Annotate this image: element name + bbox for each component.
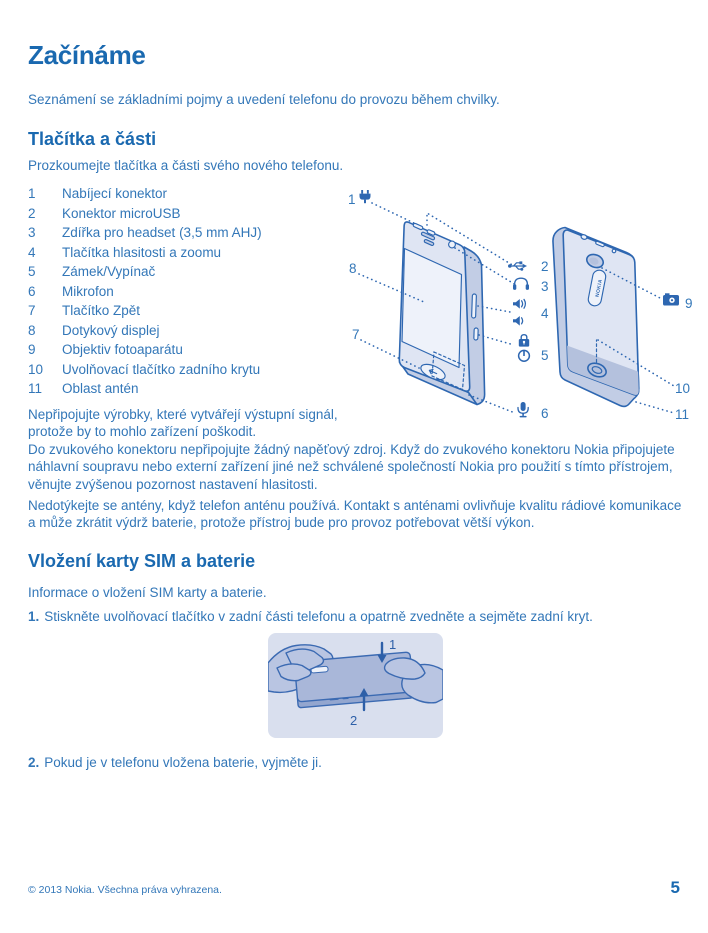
headset-jack	[449, 241, 456, 248]
part-number: 9	[28, 342, 36, 357]
lock-power-button	[474, 328, 478, 340]
part-row	[28, 340, 338, 360]
section-heading-sim: Vložení karty SIM a baterie	[28, 551, 256, 571]
part-number: 7	[28, 303, 36, 318]
volume-up-icon	[513, 299, 525, 309]
part-number: 6	[28, 283, 36, 299]
callout-9: 9	[685, 296, 693, 311]
part-row	[28, 223, 338, 243]
part-number: 8	[28, 322, 36, 338]
part-label: Konektor microUSB	[62, 205, 181, 221]
step-2-text: Pokud je v telefonu vložena baterie, vyjměte ji.	[44, 755, 322, 770]
callout-1: 1	[348, 192, 356, 207]
lock-icon	[519, 335, 529, 347]
warning-audio-body: Do zvukového konektoru nepřipojujte žádný napěťový zdroj. Když do zvukového konektoru Nokia připojujete náhlavní soupravu nebo externí zařízení jiné než schválené společností Nokia pro použití s tímto přístrojem, věnujte zvýšenou pozornost nastavení hlasitosti.	[28, 442, 675, 492]
step-2-number: 2.	[28, 755, 40, 770]
part-number: 4	[28, 244, 36, 260]
callout-11: 11	[675, 407, 690, 422]
part-row	[28, 243, 338, 263]
volume-zoom-button	[472, 294, 477, 318]
part-label: Nabíjecí konektor	[62, 186, 168, 201]
part-row	[28, 321, 338, 341]
part-row	[28, 184, 338, 204]
part-row	[28, 282, 338, 302]
footer-copyright: © 2013 Nokia. Všechna práva vyhrazena.	[28, 884, 222, 896]
power-icon	[519, 350, 530, 361]
sim-lead: Informace o vložení SIM karty a baterie.	[28, 585, 267, 600]
part-row	[28, 360, 338, 380]
step-2	[28, 754, 693, 771]
volume-down-icon	[513, 316, 523, 326]
page-title: Začínáme	[28, 40, 146, 70]
part-number: 2	[28, 205, 36, 221]
part-number: 3	[28, 225, 36, 240]
callout-10: 10	[675, 381, 691, 396]
callout-2: 2	[541, 259, 549, 274]
part-label: Dotykový displej	[62, 322, 160, 338]
part-row	[28, 262, 338, 282]
intro-text: Seznámení se základními pojmy a uvedení telefonu do provozu během chvilky.	[28, 92, 500, 107]
part-row	[28, 301, 338, 321]
step-1-number: 1.	[28, 609, 40, 624]
part-row	[28, 204, 338, 224]
part-label: Oblast antén	[62, 381, 139, 396]
part-label: Objektiv fotoaparátu	[62, 342, 183, 357]
part-label: Zámek/Vypínač	[62, 264, 156, 279]
callout-8: 8	[349, 261, 357, 276]
phone-back-view	[553, 228, 642, 407]
illustration-label-2: 2	[350, 713, 358, 728]
usb-icon	[508, 261, 527, 270]
callout-4: 4	[541, 306, 549, 321]
warning-audio-intro: Nepřipojujte výrobky, které vytvářejí výstupní signál, protože by to mohlo zařízení poškodit.	[28, 407, 338, 440]
warning-antenna: Nedotýkejte se antény, když telefon anténu používá. Kontakt s anténami ovlivňuje kvalitu rádiové komunikace a může zkrátit výdrž baterie, protože přístroj bude pro provoz potřebovat větší výkon.	[28, 498, 682, 531]
parts-list	[28, 184, 338, 399]
callout-5: 5	[541, 348, 549, 363]
part-number: 11	[28, 381, 43, 396]
part-number: 5	[28, 264, 36, 279]
callout-3: 3	[541, 279, 549, 294]
section-heading-parts: Tlačítka a části	[28, 129, 157, 149]
page-number: 5	[670, 878, 680, 897]
part-number: 10	[28, 361, 44, 377]
part-label: Uvolňovací tlačítko zadního krytu	[62, 361, 261, 377]
step-1	[28, 608, 693, 625]
nokia-brand-text: NOKIA	[594, 278, 604, 298]
part-label: Tlačítko Zpět	[62, 303, 141, 318]
parts-lead: Prozkoumejte tlačítka a části svého nového telefonu.	[28, 158, 344, 173]
part-row	[28, 379, 338, 399]
remove-back-cover-illustration	[268, 633, 443, 738]
callout-6: 6	[541, 406, 549, 421]
microphone-icon	[518, 402, 528, 417]
phone-front-view	[399, 222, 484, 405]
phone-parts-diagram	[338, 182, 706, 430]
callout-7: 7	[352, 327, 360, 342]
part-number: 1	[28, 186, 36, 201]
step-1-text: Stiskněte uvolňovací tlačítko v zadní části telefonu a opatrně zvedněte a sejměte zadní kryt.	[44, 609, 593, 624]
illustration-label-1: 1	[389, 637, 397, 652]
part-label: Mikrofon	[62, 283, 114, 299]
part-label: Zdířka pro headset (3,5 mm AHJ)	[62, 225, 262, 240]
headphones-icon	[513, 278, 529, 290]
part-label: Tlačítka hlasitosti a zoomu	[62, 244, 222, 260]
callout-numbers	[348, 192, 693, 422]
camera-icon	[663, 293, 679, 305]
power-plug-icon	[360, 190, 371, 203]
